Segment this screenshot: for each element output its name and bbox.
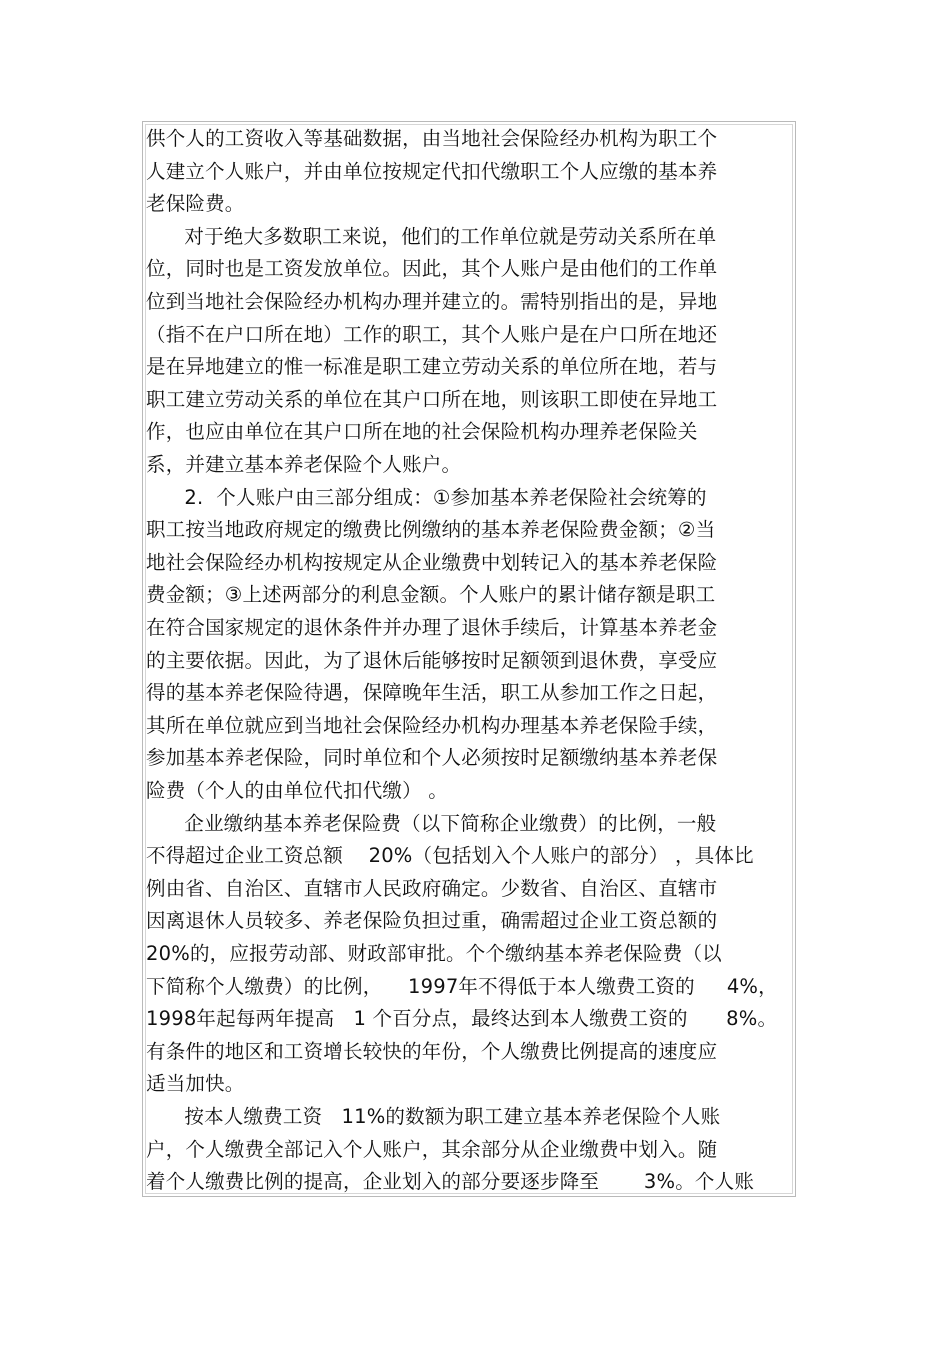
text-line: 系，并建立基本养老保险个人账户。 — [146, 453, 462, 476]
text-line: 按本人缴费工资 11%的数额为职工建立基本养老保险个人账 — [146, 1105, 721, 1128]
text-line: 供个人的工资收入等基础数据，由当地社会保险经办机构为职工个 — [146, 127, 718, 150]
document-frame — [142, 121, 796, 1197]
text-line: 户，个人缴费全部记入个人账户，其余部分从企业缴费中划入。随 — [146, 1137, 718, 1161]
text-line: 职工按当地政府规定的缴费比例缴纳的基本养老保险费金额；②当 — [146, 518, 716, 542]
text-line: 不得超过企业工资总额 20%（包括划入个人账户的部分） ，具体比 — [146, 844, 754, 868]
text-line: 的主要依据。因此，为了退休后能够按时足额领到退休费，享受应 — [146, 648, 718, 672]
text-line: 得的基本养老保险待遇，保障晚年生活，职工从参加工作之日起， — [146, 681, 718, 705]
text-line: 作，也应由单位在其户口所在地的社会保险机构办理养老保险关 — [146, 420, 698, 444]
text-line: 险费（个人的由单位代扣代缴） 。 — [146, 779, 448, 802]
text-line: 例由省、自治区、直辖市人民政府确定。少数省、自治区、直辖市 — [146, 876, 718, 900]
text-line: 因离退休人员较多、养老保险负担过重，确需超过企业工资总额的 — [146, 909, 718, 933]
text-line: 企业缴纳基本养老保险费（以下简称企业缴费）的比例，一般 — [146, 811, 717, 835]
text-line: 适当加快。 — [146, 1072, 245, 1096]
text-line: 1998年起每两年提高 1 个百分点，最终达到本人缴费工资的 8%。 — [146, 1007, 778, 1031]
text-line: （指不在户口所在地）工作的职工，其个人账户是在户口所在地还 — [146, 322, 718, 346]
text-line: 20%的，应报劳动部、财政部审批。个个缴纳基本养老保险费（以 — [146, 942, 722, 965]
text-line: 位到当地社会保险经办机构办理并建立的。需特别指出的是，异地 — [146, 290, 718, 313]
text-line: 位，同时也是工资发放单位。因此，其个人账户是由他们的工作单 — [146, 257, 718, 281]
text-line: 职工建立劳动关系的单位在其户口所在地，则该职工即使在异地工 — [146, 387, 718, 411]
text-line: 是在异地建立的惟一标准是职工建立劳动关系的单位所在地，若与 — [146, 355, 718, 379]
text-line: 对于绝大多数职工来说，他们的工作单位就是劳动关系所在单 — [146, 224, 717, 248]
text-line: 2. 个人账户由三部分组成：①参加基本养老保险社会统筹的 — [146, 485, 707, 509]
text-line: 参加基本养老保险，同时单位和个人必须按时足额缴纳基本养老保 — [146, 746, 718, 770]
text-line: 下简称个人缴费）的比例， 1997年不得低于本人缴费工资的 4%， — [146, 974, 778, 998]
text-line: 地社会保险经办机构按规定从企业缴费中划转记入的基本养老保险 — [146, 550, 718, 574]
text-line: 费金额；③上述两部分的利息金额。个人账户的累计储存额是职工 — [146, 583, 716, 607]
text-line: 其所在单位就应到当地社会保险经办机构办理基本养老保险手续， — [146, 713, 718, 737]
text-line: 老保险费。 — [146, 192, 245, 216]
text-line: 在符合国家规定的退休条件并办理了退休手续后，计算基本养老金 — [146, 616, 718, 639]
text-line: 人建立个人账户，并由单位按规定代扣代缴职工个人应缴的基本养 — [146, 159, 718, 183]
text-line: 有条件的地区和工资增长较快的年份，个人缴费比例提高的速度应 — [146, 1039, 718, 1063]
text-line: 着个人缴费比例的提高，企业划入的部分要逐步降至 3%。个人账 — [146, 1170, 755, 1194]
